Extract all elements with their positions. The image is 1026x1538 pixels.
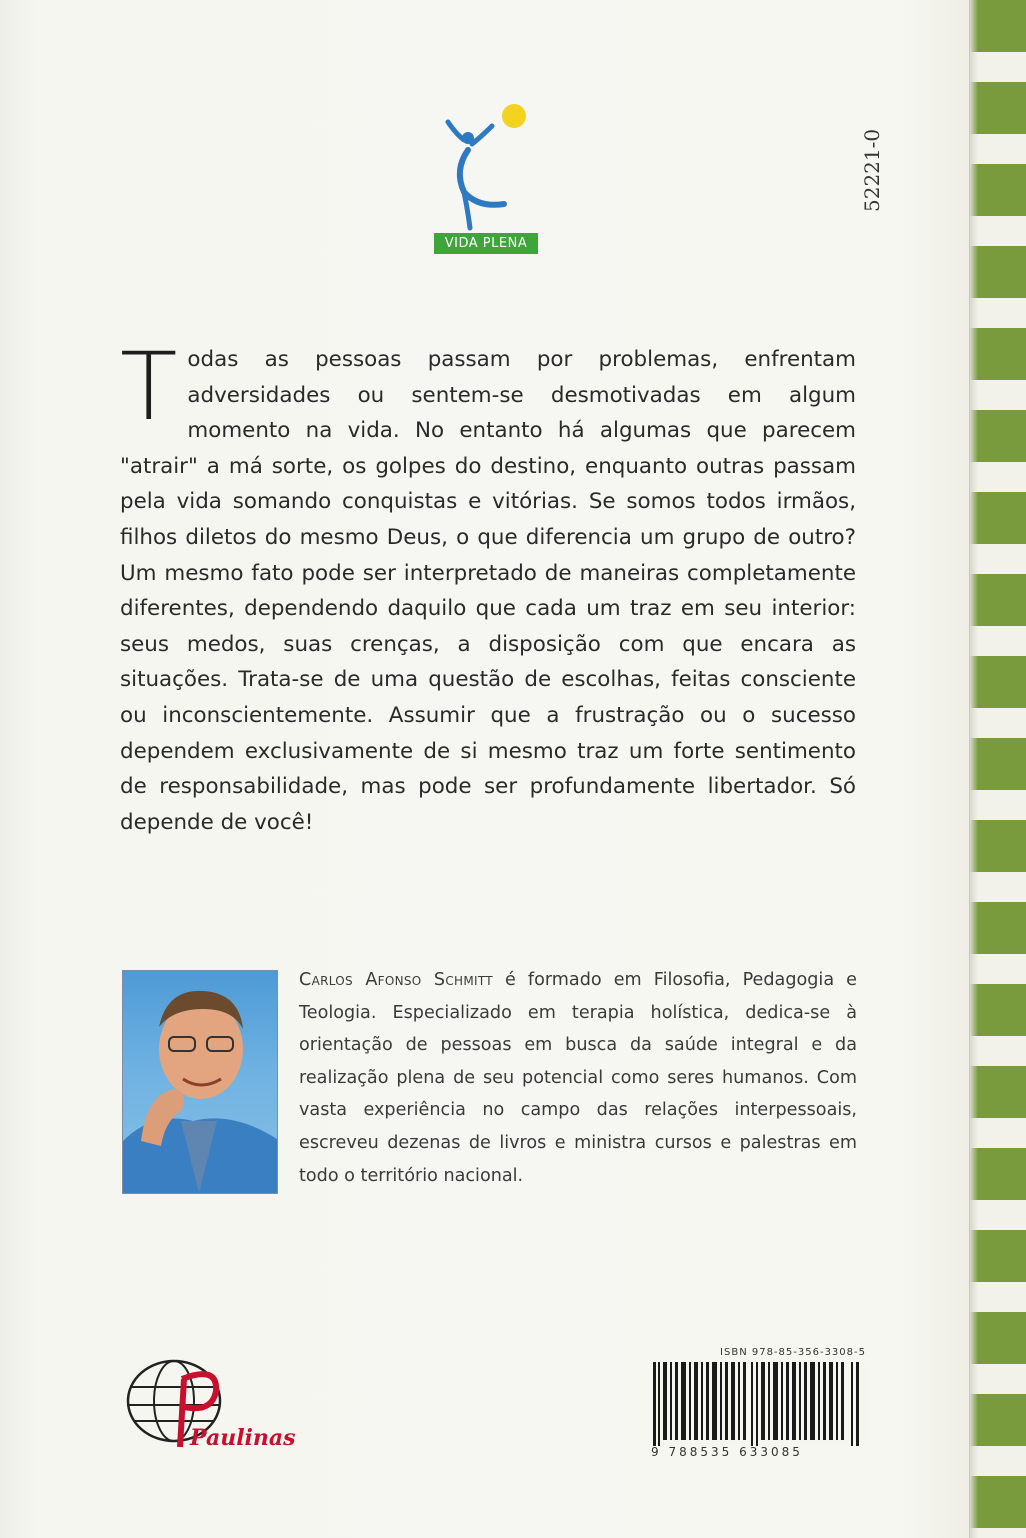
author-name: Carlos Afonso Schmitt: [299, 970, 493, 990]
isbn-label: ISBN 978-85-356-3308-5: [720, 1347, 866, 1358]
author-bio: [299, 964, 857, 1192]
spine-stripes: [969, 0, 1026, 1538]
author-bio-text: é formado em Filosofia, Pedagogia e Teologia. Especializado em terapia holística, dedica-se à orientação de pessoas em busca da saúde integral e da realização plena de seu potencial como seres humanos. Com vasta experiência no campo das relações interpessoais, escreveu dezenas de livros e ministra cursos e palestras em todo o território nacional.: [299, 970, 857, 1186]
spine-code: 52221-0: [860, 128, 884, 212]
author-portrait-icon: [123, 971, 277, 1193]
drop-cap: T: [120, 333, 178, 442]
spine-edge: [970, 0, 978, 1538]
blurb-text: odas as pessoas passam por problemas, enfrentam adversidades ou sentem-se desmotivadas em algum momento na vida. No entanto há algumas que parecem "atrair" a má sorte, os golpes do destino, enquanto outras passam pela vida somando conquistas e vitórias. Se somos todos irmãos, filhos diletos do mesmo Deus, o que diferencia um grupo de outro? Um mesmo fato pode ser interpretado de maneiras completamente diferentes, dependendo daquilo que cada um traz em seu interior: seus medos, suas crenças, a disposição com que encara as situações. Trata-se de uma questão de escolhas, feitas consciente ou inconscientemente. Assumir que a frustração ou o sucesso dependem exclusivamente de si mesmo traz um forte sentimento de responsabilidade, mas pode ser profundamente libertador. Só depende de você!: [120, 347, 856, 835]
logo-label: VIDA PLENA: [434, 233, 538, 254]
barcode-digits: 9 788535 633085: [651, 1445, 803, 1459]
sun-icon: [502, 104, 526, 128]
back-cover-blurb: [120, 333, 856, 840]
publisher-name: Paulinas: [190, 1425, 296, 1451]
author-photo: [122, 970, 278, 1194]
paulinas-logo-icon: [122, 1355, 296, 1455]
barcode-icon: [651, 1362, 866, 1446]
